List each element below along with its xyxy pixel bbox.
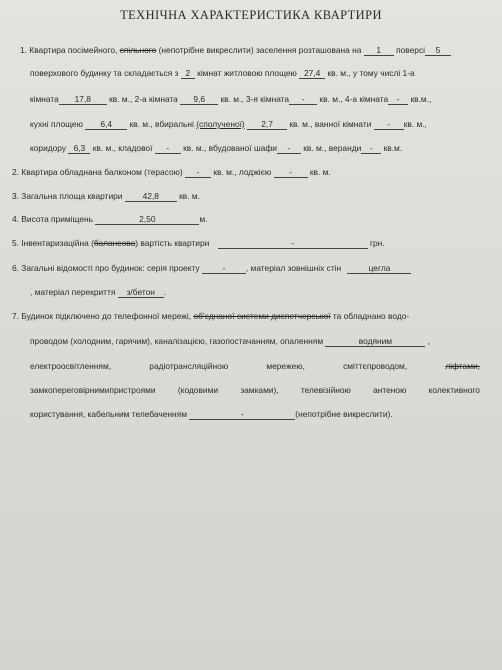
s3-line (12, 191, 200, 202)
text: антеною (373, 385, 407, 395)
text: кімнат житловою площею (197, 68, 297, 78)
text: телевізійною (300, 385, 351, 395)
s2-line (12, 167, 331, 178)
document-title: ТЕХНІЧНА ХАРАКТЕРИСТИКА КВАРТИРИ (120, 8, 382, 22)
series-field[interactable]: - (202, 264, 246, 274)
s1-line5 (30, 143, 402, 154)
text: сміттєпроводом, (343, 361, 408, 371)
text: електроосвітленням, (30, 361, 112, 371)
text: мережею, (266, 361, 305, 371)
text: колективного (428, 385, 480, 395)
heating-field[interactable]: водяним (325, 337, 425, 347)
text: (непотрібне викреслити) заселення розташована на (158, 45, 362, 55)
text: , (427, 336, 431, 346)
height-field[interactable]: 2,50 (95, 215, 199, 225)
corridor-field[interactable]: 6,3 (68, 144, 90, 154)
struck-text: балансова (93, 238, 136, 248)
text: кв. м., лоджією (213, 167, 272, 177)
text: радіотрансляційною (149, 361, 229, 371)
text: користування, кабельним телебаченням (30, 409, 187, 419)
text: кв. м., 2-а кімната (109, 94, 178, 104)
room4-field[interactable]: - (388, 95, 408, 105)
text: та обладнано водо- (332, 311, 410, 321)
storeys-field[interactable]: 5 (425, 46, 451, 56)
text: коридору (30, 143, 67, 153)
room2-field[interactable]: 9,6 (180, 95, 218, 105)
rooms-field[interactable]: 2 (181, 69, 195, 79)
struck-text: об'єднаної системи диспетчерської (193, 311, 331, 321)
s7-line2 (30, 336, 430, 347)
text: кв. м., вбудованої шафи (183, 143, 277, 153)
text: , матеріал зовнішніх стін (245, 263, 342, 273)
veranda-field[interactable]: - (361, 144, 381, 154)
toilet-field[interactable]: 2,7 (247, 120, 287, 130)
text: замкопереговірнимипристроями (30, 385, 156, 395)
text: кв. м., веранди (303, 143, 362, 153)
floors-field[interactable]: з/бетон (118, 288, 164, 298)
text: кв. м., вбиральні (129, 119, 194, 129)
s7-line5 (30, 409, 393, 420)
text: (непотрібне викреслити). (295, 409, 393, 419)
text: кімната (30, 94, 59, 104)
s1-line2 (30, 68, 415, 79)
text: 5. Інвентаризаційна ( (12, 238, 94, 248)
text: поверхового будинку та складається з (30, 68, 179, 78)
text: поверсі (396, 45, 425, 55)
loggia-field[interactable]: - (274, 168, 308, 178)
s6-line2 (30, 287, 166, 298)
text: кв.м., (410, 94, 432, 104)
text: кв. м., кладової (92, 143, 153, 153)
text: кв. м., у тому числі 1-а (327, 68, 415, 78)
text: 6. Загальні відомості про будинок: серія проекту (12, 263, 200, 273)
s7-line4 (30, 385, 480, 396)
balcony-field[interactable]: - (185, 168, 211, 178)
cable-tv-field[interactable]: - (189, 410, 295, 420)
text: 1. Квартира посімейного, (20, 45, 118, 55)
text: , матеріал перекриття (30, 287, 116, 297)
text: кв. м. (309, 167, 331, 177)
kitchen-field[interactable]: 6,4 (85, 120, 127, 130)
value-field[interactable]: - (218, 239, 368, 249)
struck-text: спільного (119, 45, 157, 55)
text: кухні площею (30, 119, 83, 129)
room3-field[interactable]: - (289, 95, 317, 105)
text: кв. м., 4-а кімната (319, 94, 389, 104)
struck-text: ліфтами, (445, 361, 480, 371)
s6-line1 (12, 263, 411, 274)
s7-line3 (30, 361, 480, 372)
text: (кодовими (177, 385, 219, 395)
pantry-field[interactable]: - (155, 144, 181, 154)
underlined-text: (сполученої) (196, 119, 245, 129)
text: кв. м. (179, 191, 200, 201)
s5-line (12, 238, 385, 249)
text: м. (199, 214, 208, 224)
living-area-field[interactable]: 27,4 (299, 69, 325, 79)
s1-line1 (20, 45, 451, 56)
walls-field[interactable]: цегла (347, 264, 411, 274)
text: проводом (холодним, гарячим), каналізацією, газопостачанням, опаленням (30, 336, 324, 346)
floor-field[interactable]: 1 (364, 46, 394, 56)
s4-line (12, 214, 207, 225)
text: кв.м. (383, 143, 403, 153)
text: грн. (369, 238, 385, 248)
s1-line3 (30, 94, 431, 105)
total-area-field[interactable]: 42,8 (125, 192, 177, 202)
s1-line4 (30, 119, 427, 130)
text: 3. Загальна площа квартири (12, 191, 123, 201)
text: кв. м., 3-я кімната (220, 94, 290, 104)
text: кв. м., ванної кімнати (289, 119, 372, 129)
text: кв. м., (403, 119, 427, 129)
wardrobe-field[interactable]: - (277, 144, 301, 154)
text: . (163, 287, 167, 297)
text: 7. Будинок підключено до телефонної мережі, (12, 311, 192, 321)
room1-field[interactable]: 17,8 (59, 95, 107, 105)
text: ) вартість квартири (135, 238, 210, 248)
bath-field[interactable]: - (374, 120, 404, 130)
text: 2. Квартира обладнана балконом (терасою) (12, 167, 183, 177)
text: 4. Висота приміщень (12, 214, 93, 224)
s7-line1 (12, 311, 409, 322)
text: замками), (240, 385, 279, 395)
